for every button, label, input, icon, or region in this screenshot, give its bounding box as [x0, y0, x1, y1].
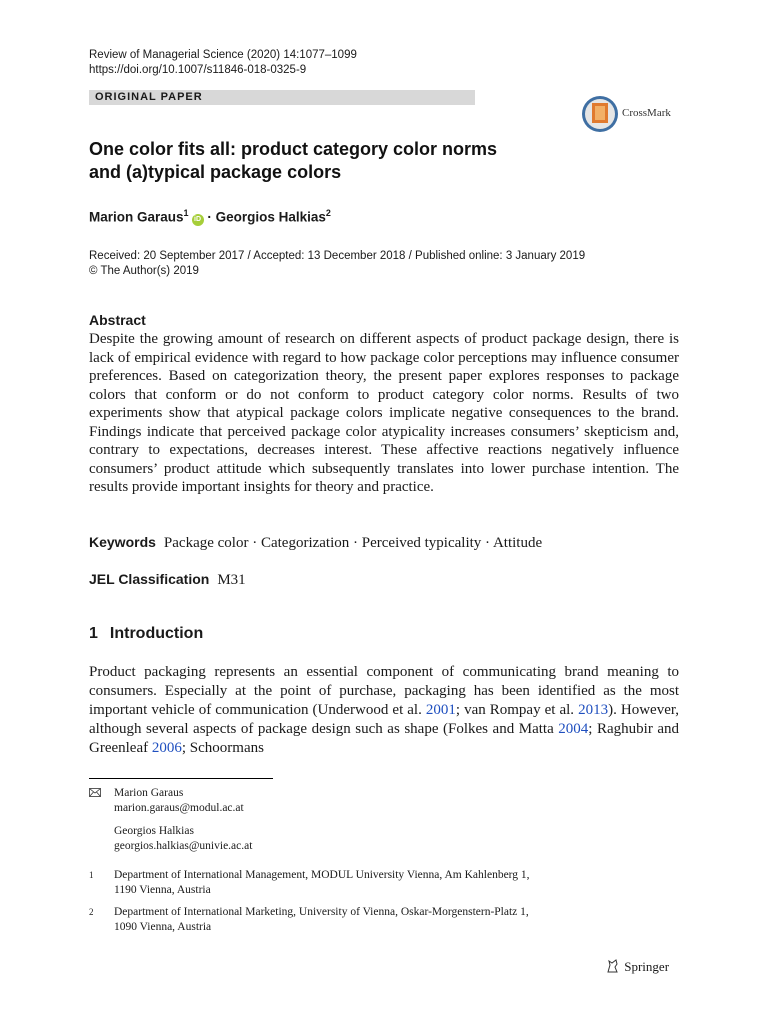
intro-text-segment: ). However, although several aspects of package design such as shape (Folkes and Matta: [89, 702, 679, 737]
paper-title: [89, 138, 609, 184]
title-line-1: One color fits all: product category color norms: [89, 139, 498, 159]
affiliation-line: 1090 Vienna, Austria: [114, 921, 212, 933]
affiliation-line: 1190 Vienna, Austria: [114, 884, 211, 896]
introduction-heading: [89, 625, 203, 643]
introduction-text: [89, 663, 679, 758]
affiliation-number: 1: [89, 870, 94, 880]
copyright-line: © The Author(s) 2019: [89, 265, 199, 277]
journal-name: Review of Managerial Science (2020) 14:1077–1099: [89, 49, 357, 61]
section-title: Introduction: [109, 625, 204, 642]
crossmark-label: CrossMark: [622, 107, 671, 119]
affiliation-line: Department of International Management, MODUL University Vienna, Am Kahlenberg 1,: [114, 869, 530, 881]
title-line-2: and (a)typical package colors: [89, 162, 342, 182]
intro-text-segment: Product packaging represents an essential component of communicating brand meaning to consumers. Especially at the point of purchase, packaging has been identified as the most important vehicle of communication (Underwood et al.: [89, 664, 679, 718]
author-2-affiliation: 2: [325, 208, 331, 218]
corr-name: Georgios Halkias: [114, 825, 194, 837]
footnote-rule: [89, 778, 273, 779]
keywords: [89, 534, 542, 552]
keywords-text: Package color · Categorization · Perceived typicality · Attitude: [163, 535, 543, 551]
corr-email[interactable]: marion.garaus@modul.ac.at: [114, 802, 244, 814]
intro-text-segment: ; Raghubir and Greenleaf: [89, 721, 680, 756]
corresponding-author-2: [114, 824, 414, 854]
publication-dates: [89, 249, 585, 279]
springer-horse-icon: [605, 958, 621, 974]
publisher-logo: [605, 958, 669, 975]
corr-email[interactable]: georgios.halkias@univie.ac.at: [114, 840, 253, 852]
corresponding-author-1: [114, 786, 414, 816]
orcid-icon[interactable]: iD: [192, 214, 204, 226]
citation-link[interactable]: 2001: [425, 702, 456, 718]
jel-classification: [89, 571, 246, 589]
doi-link[interactable]: https://doi.org/10.1007/s11846-018-0325-9: [89, 64, 307, 76]
citation-link[interactable]: 2013: [578, 702, 609, 718]
affiliation-line: Department of International Marketing, University of Vienna, Oskar-Morgenstern-Platz 1,: [114, 906, 529, 918]
author-1[interactable]: Marion Garaus: [89, 209, 184, 225]
jel-label: JEL Classification: [89, 571, 210, 587]
citation-link[interactable]: 2004: [558, 721, 589, 737]
abstract-heading: Abstract: [89, 312, 146, 328]
abstract-text: Despite the growing amount of research on different aspects of product package design, there is lack of empirical evidence with regard to how package color perceptions may influence consumer preferences. Based on categorization theory, the present paper explores responses to package colors that conform or do not conform to product category color norms. Results of two experiments show that atypical package colors implicate negative consequences to the brand. Findings indicate that perceived package color atypicality increases consumers’ skepticism and, contrary to expectations, decreases interest. These affective reactions negatively influence consumers’ product attitude which subsequently translates into lower purchase intention. The results provide important insights for theory and practice.: [89, 331, 679, 495]
keywords-label: Keywords: [89, 534, 156, 550]
author-1-affiliation: 1: [183, 208, 189, 218]
affiliation-number: 2: [89, 907, 94, 917]
envelope-icon: [89, 788, 101, 797]
journal-citation: [89, 48, 357, 78]
intro-text-segment: ; Schoormans: [181, 740, 264, 756]
author-2[interactable]: Georgios Halkias: [215, 209, 326, 225]
section-number: 1: [89, 625, 98, 642]
author-separator: ·: [207, 209, 212, 225]
section-label: ORIGINAL PAPER: [95, 91, 203, 103]
dates-line: Received: 20 September 2017 / Accepted: 13 December 2018 / Published online: 3 January 2019: [89, 250, 586, 262]
citation-link[interactable]: 2006: [151, 740, 182, 756]
jel-code: M31: [217, 572, 246, 588]
publisher-name: Springer: [624, 959, 670, 974]
author-list: [89, 208, 331, 226]
corr-name: Marion Garaus: [114, 787, 184, 799]
intro-text-segment: ; van Rompay et al.: [455, 702, 579, 718]
